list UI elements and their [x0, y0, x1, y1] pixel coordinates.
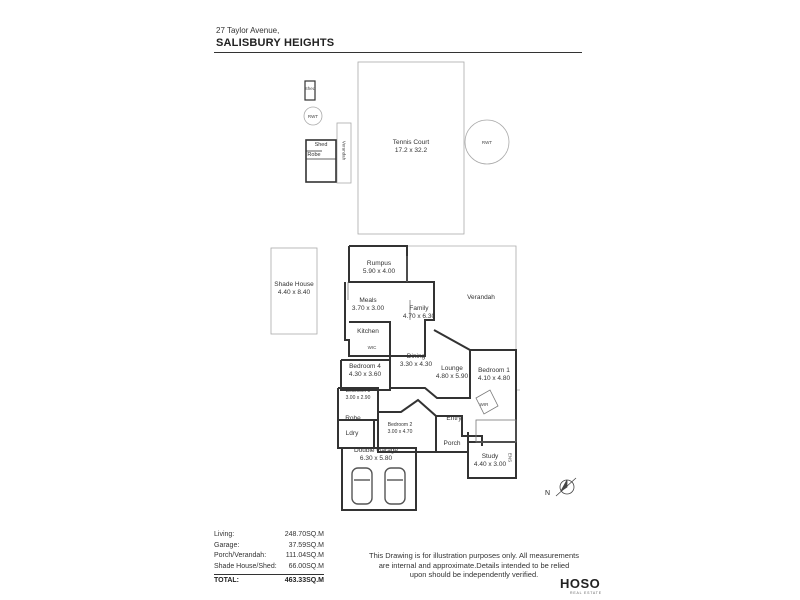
area-summary-table: [214, 530, 324, 572]
area-total-divider: [214, 574, 324, 575]
room-porch: Porch: [443, 440, 461, 447]
room-ldry: Ldry: [345, 430, 359, 437]
room-ens: ENS: [507, 452, 513, 463]
disclaimer-line: upon should be independently verified.: [409, 570, 539, 579]
area-label: Shade House/Shed:: [214, 562, 277, 570]
room-meals: Meals 3.70 x 3.00: [351, 297, 385, 312]
room-bedroom4: Bedroom 4 4.30 x 3.60: [348, 363, 382, 378]
agency-logo: HOSO: [560, 576, 601, 591]
area-row: [214, 530, 324, 541]
disclaimer-text: [360, 551, 588, 580]
room-wic: WIC: [367, 345, 377, 350]
area-value: 248.70SQ.M: [284, 531, 324, 538]
car-right: [385, 468, 405, 504]
agency-logo-subtitle: REAL ESTATE: [570, 591, 602, 595]
room-entry: Entry: [446, 415, 462, 422]
area-value: 37.59SQ.M: [288, 541, 324, 549]
room-bedroom1: Bedroom 1 4.10 x 4.80: [477, 367, 511, 382]
room-kitchen: Kitchen: [357, 328, 379, 335]
area-row: [214, 541, 324, 552]
room-bedroom2: Bedroom 2 3.00 x 4.70: [387, 422, 413, 435]
area-label: Garage:: [214, 541, 240, 549]
area-total-label: TOTAL:: [214, 577, 240, 584]
area-total-row: [214, 577, 324, 584]
shed-robe-label: Robe: [307, 152, 321, 158]
small-shed-label: Shed: [304, 86, 316, 91]
room-rumpus: Rumpus 5.90 x 4.00: [362, 260, 396, 275]
room-lounge: Lounge 4.80 x 5.90: [435, 365, 469, 380]
area-label: Living:: [214, 531, 235, 538]
area-row: [214, 562, 324, 573]
shed-label: Shed: [314, 142, 328, 148]
area-label: Porch/Verandah:: [214, 552, 267, 559]
north-arrow-icon: [556, 478, 576, 496]
room-bedroom3: Bedroom 3 3.00 x 2.90: [345, 388, 371, 401]
shed-verandah-label: Verandah: [341, 140, 347, 161]
room-wir: WIR: [479, 402, 489, 407]
disclaimer-line: are internal and approximate.Details intended to be relied: [378, 560, 570, 570]
compass-north-label: N: [545, 490, 551, 497]
room-verandah: Verandah: [467, 294, 495, 301]
area-row: [214, 551, 324, 562]
room-robe: Robe: [345, 415, 361, 422]
tennis-court-label: Tennis Court 17.2 x 32.2: [392, 139, 430, 154]
area-value: 66.00SQ.M: [288, 562, 324, 570]
property-suburb: SALISBURY HEIGHTS: [216, 37, 335, 49]
room-dining: Dining 3.30 x 4.30: [399, 353, 433, 368]
area-total-value: 463.33SQ.M: [284, 577, 324, 584]
car-left: [352, 468, 372, 504]
room-study: Study 4.40 x 3.00: [473, 453, 507, 468]
room-double-garage: Double Garage 6.30 x 5.80: [353, 447, 399, 462]
rwt-label-left: RWT: [307, 114, 319, 119]
rwt-label-right: RWT: [481, 140, 493, 145]
property-address: 27 Taylor Avenue,: [216, 26, 280, 35]
disclaimer-line: This Drawing is for illustration purposes only. All measurements: [369, 551, 579, 560]
room-family: Family 4.70 x 6.30: [402, 305, 436, 320]
area-value: 111.04SQ.M: [285, 552, 324, 559]
shade-house-label: Shade House 4.40 x 8.40: [274, 281, 314, 296]
